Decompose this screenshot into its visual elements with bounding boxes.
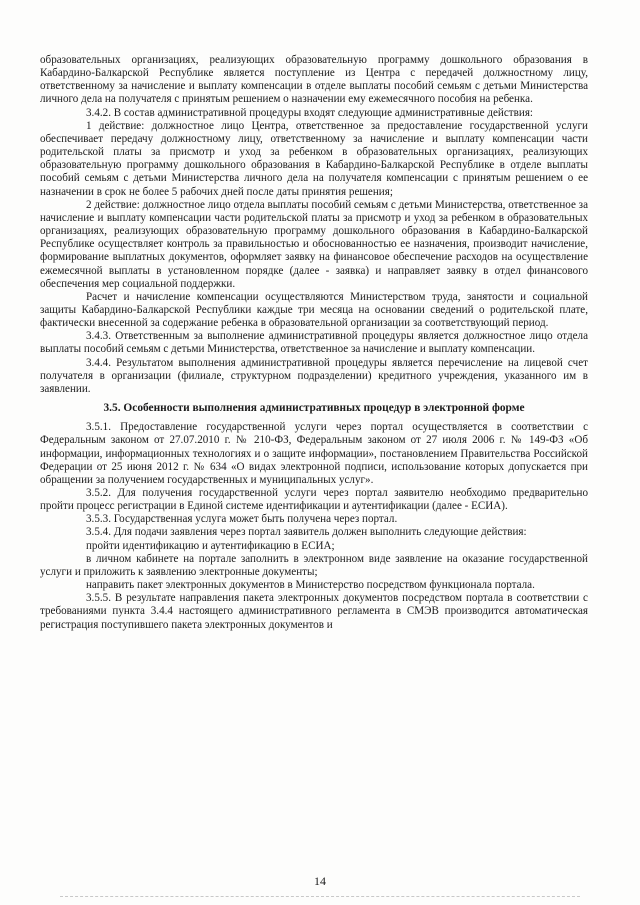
- paragraph-bottom-4: пройти идентификацию и аутентификацию в ЕСИА;: [86, 539, 335, 552]
- page-number: 14: [314, 874, 326, 888]
- paragraph-bottom-0: 3.5.1. Предоставление государственной услуги через портал осуществляется в соответствии с Федеральным законом от 27.07.2010 г. № 210-ФЗ, Федеральным законом от 27 июля 2006 г. № 149-ФЗ «Об информации, информационных технологиях и о защите информации», постановлением Правительства Российской Федерации от 25 июня 2012 г. № 634 «О видах электронной подписи, использование которых допускается при обращении за получением государственных и муниципальных услуг».: [40, 421, 588, 486]
- section-title: 3.5. Особенности выполнения административных процедур в электронной форме: [103, 402, 525, 415]
- scan-edge-divider: [60, 896, 580, 897]
- paragraph-bottom-2: 3.5.3. Государственная услуга может быть получена через портал.: [86, 513, 398, 526]
- paragraph-top-0: образовательных организациях, реализующих образовательную программу дошкольного образования в Кабардино-Балкарской Республике является поступление из Центра с передачей должностному лицу, ответственному за начисление и выплату компенсации в отделе выплаты пособий семьям с детьми Министерства личного дела на получателя с принятым решением о назначении ему ежемесячного пособия на ребенка.: [40, 54, 588, 106]
- paragraph-top-3: 2 действие: должностное лицо отдела выплаты пособий семьям с детьми Министерства, ответственное за начисление и выплату компенсации части родительской платы за присмотр и уход за ребенком в образовательных организациях, реализующих образовательную программу дошкольного образования в Кабардино-Балкарской Республике осуществляет контроль за правильностью и обоснованностью ее назначения, производит начисление, формирование выплатных документов, оформляет заявку на финансовое обеспечение расходов на осуществление ежемесячной выплаты в установленном порядке (далее - заявка) и направляет заявку в отдел финансового обеспечения мер социальной поддержки.: [40, 198, 588, 290]
- paragraph-bottom-7: 3.5.5. В результате направления пакета электронных документов посредством портала в соответствии с требованиями пункта 3.4.4 настоящего административного регламента в СМЭВ производится автоматическая регистрация поступившего пакета электронных документов и: [40, 592, 588, 631]
- page-body: [40, 54, 588, 632]
- paragraph-bottom-3: 3.5.4. Для подачи заявления через портал заявитель должен выполнить следующие действия:: [86, 526, 527, 539]
- paragraph-top-5: 3.4.3. Ответственным за выполнение административной процедуры является должностное лицо отдела выплаты пособий семьям с детьми Министерства, ответственное за начисление и выплату компенсации.: [40, 330, 588, 356]
- paragraph-bottom-6: направить пакет электронных документов в Министерство посредством функционала портала.: [86, 579, 535, 592]
- paragraph-top-1: 3.4.2. В состав административной процедуры входят следующие административные действия:: [86, 106, 534, 119]
- paragraph-bottom-5: в личном кабинете на портале заполнить в электронном виде заявление на оказание государственной услуги и приложить к заявлению электронные документы;: [40, 552, 588, 578]
- paragraph-top-2: 1 действие: должностное лицо Центра, ответственное за предоставление государственной услуги обеспечивает передачу должностному лицу, ответственному за начисление и выплату компенсации части родительской платы за присмотр и уход за ребенком в образовательных организациях, реализующих образовательную программу дошкольного образования в Кабардино-Балкарской Республике в отделе выплаты пособий семьям с детьми Министерства личного дела на получателя компенсации с принятым решением о ее назначении в срок не более 5 рабочих дней после даты принятия решения;: [40, 119, 588, 198]
- paragraph-top-4: Расчет и начисление компенсации осуществляются Министерством труда, занятости и социальной защиты Кабардино-Балкарской Республики каждые три месяца на основании сведений о родительской плате, фактически внесенной за содержание ребенка в образовательной организации за соответствующий период.: [40, 290, 588, 330]
- paragraph-top-6: 3.4.4. Результатом выполнения административной процедуры является перечисление на лицевой счет получателя в организации (филиале, структурном подразделении) кредитного учреждения, указанного им в заявлении.: [40, 356, 588, 395]
- paragraph-bottom-1: 3.5.2. Для получения государственной услуги через портал заявителю необходимо предварительно пройти процесс регистрации в Единой системе идентификации и аутентификации (далее - ЕСИА).: [40, 487, 588, 513]
